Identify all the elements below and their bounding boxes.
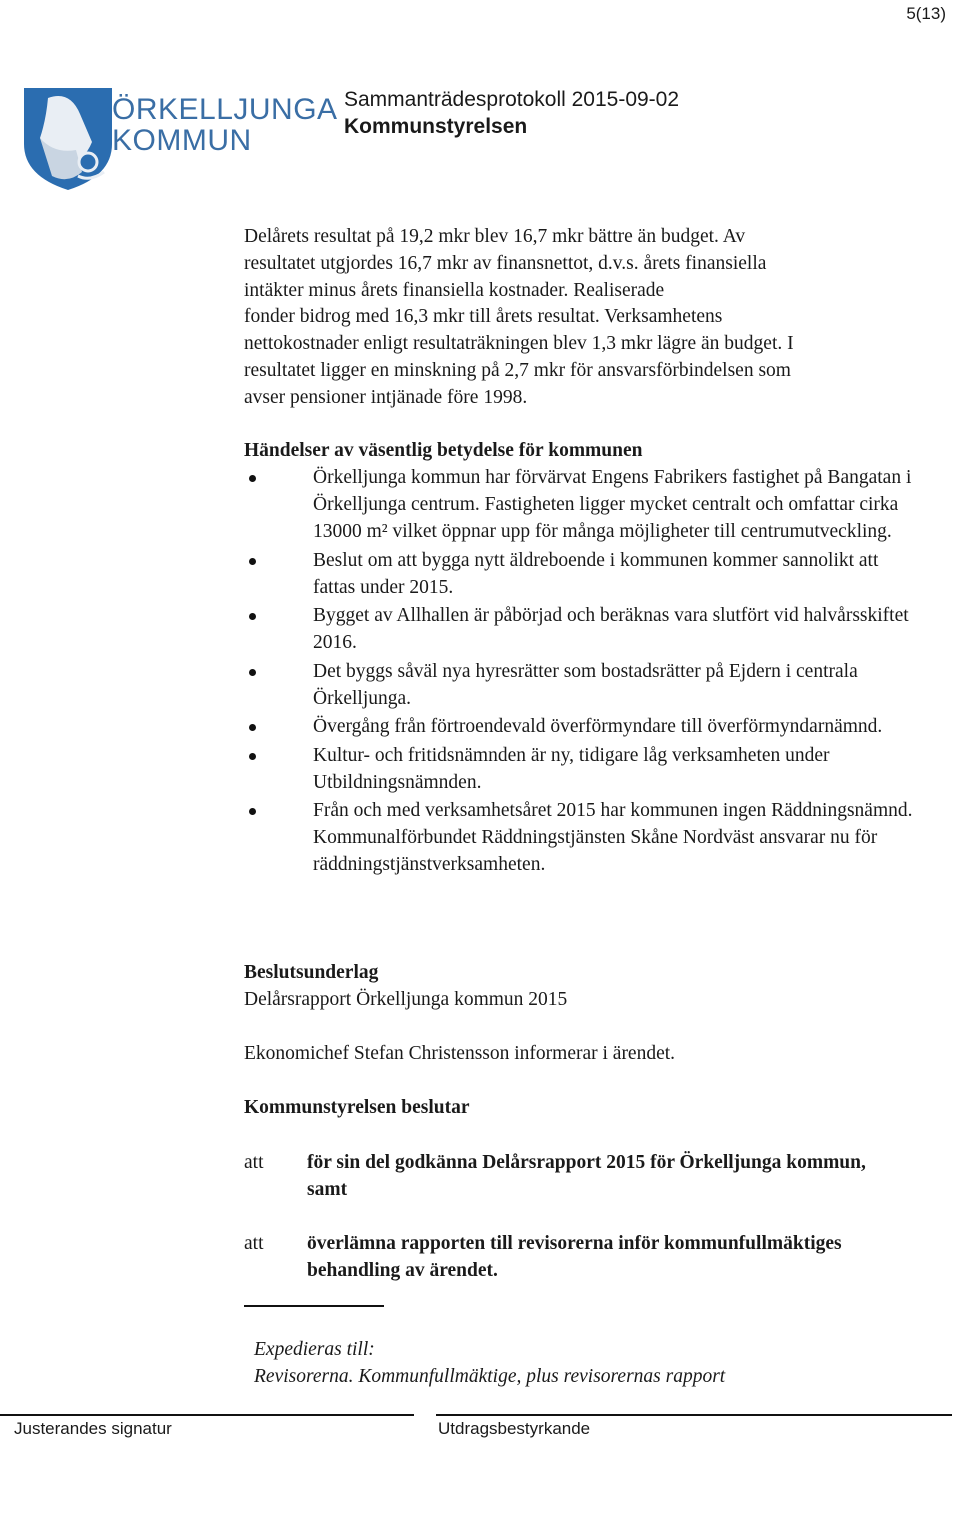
bullet-icon (249, 613, 256, 620)
logo-line-1: ÖRKELLJUNGA (112, 93, 338, 126)
list-item: Övergång från förtroendevald överförmyndare till överförmyndarnämnd. (244, 713, 924, 740)
decision-item (244, 1149, 924, 1205)
bullet-icon (249, 558, 256, 565)
events-list (244, 464, 924, 880)
document-title: Sammanträdesprotokoll 2015-09-02 (344, 88, 680, 111)
decision-item (244, 1230, 924, 1286)
footer-signature-label: Justerandes signatur (14, 1419, 172, 1438)
bullet-icon (249, 808, 256, 815)
municipality-coat-of-arms-logo (18, 84, 118, 194)
intro-line: intäkter minus årets finansiella kostnader. Realiserade (244, 279, 665, 301)
basis-heading: Beslutsunderlag (244, 962, 379, 983)
logo-text (112, 94, 338, 156)
intro-line: nettokostnader enligt resultaträkningen blev 1,3 mkr lägre än budget. I (244, 333, 794, 355)
events-heading: Händelser av väsentlig betydelse för kommunen (244, 440, 643, 461)
divider (244, 1305, 384, 1307)
decision-text: överlämna rapporten till revisorerna inför kommunfullmäktiges behandling av ärendet. (307, 1233, 842, 1281)
bullet-icon (249, 753, 256, 760)
bullet-icon (249, 724, 256, 731)
intro-line: resultatet utgjordes 16,7 mkr av finansnettot, d.v.s. årets finansiella (244, 252, 767, 274)
decision-att: att (244, 1233, 264, 1254)
list-item: Bygget av Allhallen är påbörjad och beräknas vara slutfört vid halvårsskiftet 2016. (244, 602, 924, 656)
list-item: Kultur- och fritidsnämnden är ny, tidigare låg verksamheten under Utbildningsnämnden. (244, 742, 924, 796)
intro-line: avser pensioner intjänade före 1998. (244, 386, 528, 408)
decision-att: att (244, 1152, 264, 1173)
list-item: Det byggs såväl nya hyresrätter som bostadsrätter på Ejdern i centrala Örkelljunga. (244, 658, 924, 712)
committee-name: Kommunstyrelsen (344, 115, 528, 138)
page-number: 5(13) (906, 4, 946, 23)
intro-paragraph (244, 224, 904, 412)
signature-line-right (436, 1414, 952, 1416)
bullet-icon (249, 475, 256, 482)
signature-line-left (0, 1414, 414, 1416)
intro-line: fonder bidrog med 16,3 mkr till årets resultat. Verksamhetens (244, 306, 723, 328)
expedieras-recipients: Revisorerna. Kommunfullmäktige, plus revisorernas rapport (254, 1366, 726, 1387)
logo-line-2: KOMMUN (112, 124, 252, 157)
list-item: Örkelljunga kommun har förvärvat Engens Fabrikers fastighet på Bangatan i Örkelljunga centrum. Fastigheten ligger mycket centralt och omfattar cirka 13000 m² vilket öppnar upp för många möjligheter till centrumutveckling. (244, 464, 924, 545)
info-text: Ekonomichef Stefan Christensson informerar i ärendet. (244, 1043, 676, 1064)
basis-text: Delårsrapport Örkelljunga kommun 2015 (244, 989, 568, 1010)
document-header (344, 86, 679, 140)
list-item: Beslut om att bygga nytt äldreboende i kommunen kommer sannolikt att fattas under 2015. (244, 547, 924, 601)
intro-line: resultatet ligger en minskning på 2,7 mkr för ansvarsförbindelsen som (244, 359, 791, 381)
intro-line: Delårets resultat på 19,2 mkr blev 16,7 mkr bättre än budget. Av (244, 226, 746, 247)
decision-heading: Kommunstyrelsen beslutar (244, 1097, 470, 1118)
expedieras-label: Expedieras till: (254, 1339, 375, 1360)
list-item: Från och med verksamhetsåret 2015 har kommunen ingen Räddningsnämnd. Kommunalförbundet Räddningstjänsten Skåne Nordväst ansvarar nu för räddningstjänstverksamheten. (244, 797, 924, 878)
decision-text: för sin del godkänna Delårsrapport 2015 för Örkelljunga kommun, samt (307, 1152, 866, 1200)
bullet-icon (249, 669, 256, 676)
footer-certification-label: Utdragsbestyrkande (438, 1419, 591, 1438)
